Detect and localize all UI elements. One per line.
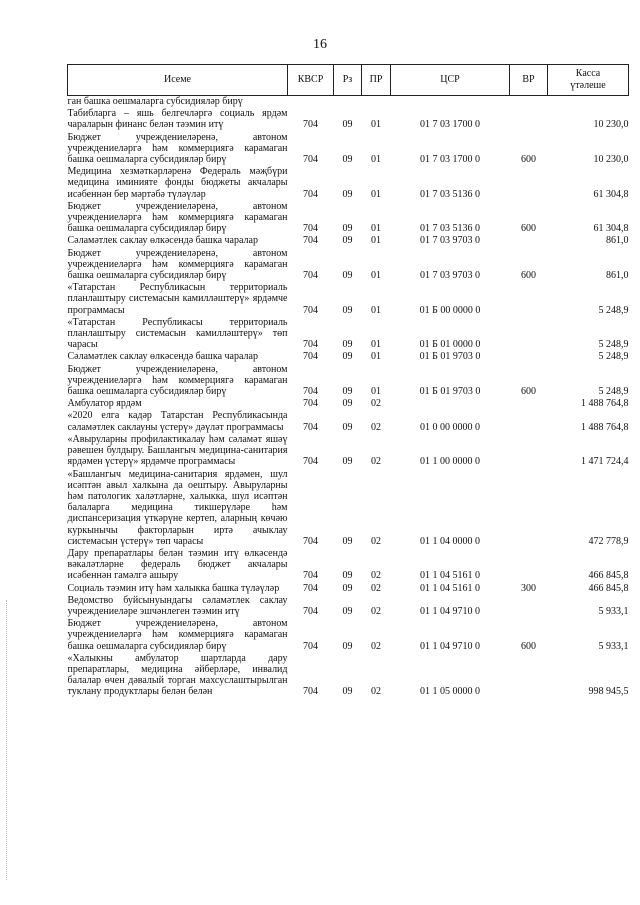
header-sum-line2: үтәлеше xyxy=(570,80,606,91)
row-csr: 01 Б 01 0000 0 xyxy=(419,339,481,351)
row-rz: 09 xyxy=(342,119,353,131)
row-pr: 02 xyxy=(371,582,381,594)
table-row xyxy=(68,96,629,109)
row-sum: 466 845,8 xyxy=(588,582,629,594)
row-name: Сәламәтлек саклау өлкәсендә башка чаралар xyxy=(67,351,258,363)
row-kvsr: 704 xyxy=(303,235,318,247)
header-kvsr: КВСР xyxy=(288,65,334,96)
row-pr: 01 xyxy=(371,154,381,166)
row-vr xyxy=(510,410,548,433)
row-pr: 02 xyxy=(371,398,381,410)
row-csr: 01 1 04 0000 0 xyxy=(420,535,480,547)
table-row xyxy=(68,398,629,410)
row-kvsr: 704 xyxy=(303,188,318,200)
row-sum: 5 248,9 xyxy=(598,304,629,316)
table-row xyxy=(68,469,629,548)
row-pr: 02 xyxy=(371,605,381,617)
budget-table xyxy=(67,64,629,699)
row-name: Бюджет учреждениеләренә, автоном учреждениеләргә һәм коммерциягә карамаган башка оешмаларга субсидияләр бирү xyxy=(67,247,288,282)
table-row xyxy=(68,108,629,131)
row-kvsr: 704 xyxy=(303,582,318,594)
row-kvsr: 704 xyxy=(303,398,318,410)
row-csr: 01 1 04 5161 0 xyxy=(420,582,480,594)
row-pr: 01 xyxy=(371,223,381,235)
row-csr: 01 1 04 9710 0 xyxy=(420,640,480,652)
row-rz: 09 xyxy=(342,235,353,247)
row-vr xyxy=(510,235,548,247)
row-vr xyxy=(510,166,548,201)
row-rz: 09 xyxy=(342,351,353,363)
table-row xyxy=(68,282,629,317)
table-row xyxy=(68,317,629,352)
row-name: «Авыруларны профилактикалау һәм сәламәт яшәү рәвешен булдыру. Башлангыч медицина-санитария ярдәмен үстерү» ярдәмче программасы xyxy=(67,433,288,468)
row-name: Сәламәтлек саклау өлкәсендә башка чаралар xyxy=(67,235,258,247)
row-csr: 01 Б 01 9703 0 xyxy=(419,351,481,363)
row-name: Социаль тәэмин итү һәм халыкка башка түләүләр xyxy=(67,582,280,594)
row-sum: 61 304,8 xyxy=(593,223,629,235)
row-rz: 09 xyxy=(342,223,353,235)
row-rz: 09 xyxy=(342,570,353,582)
row-kvsr: 704 xyxy=(303,154,318,166)
row-csr: 01 1 04 9710 0 xyxy=(420,605,480,617)
row-vr xyxy=(510,317,548,352)
row-sum: 998 945,5 xyxy=(588,686,629,698)
row-rz: 09 xyxy=(342,386,353,398)
row-rz: 09 xyxy=(342,582,353,594)
row-name: «Башлангыч медицина-санитария ярдәмен, шул исәптән авыл халкына да оештыру. Авыруларны һәм патологик халәтләрне, халыкка, шул исәптән балаларга медицина тикшерүләре һәм диспансеризация үткәрүне кертеп, аларның көчәю куркынычы факторларын иртә ачыклау системасын үстерү» төп чарасы xyxy=(67,468,288,547)
row-sum: 5 248,9 xyxy=(598,386,629,398)
row-vr xyxy=(510,548,548,583)
row-kvsr: 704 xyxy=(303,605,318,617)
row-sum: 10 230,0 xyxy=(593,119,629,131)
row-pr: 02 xyxy=(371,421,381,433)
row-csr: 01 Б 01 9703 0 xyxy=(419,386,481,398)
row-sum xyxy=(548,96,629,109)
header-sum-line1: Касса xyxy=(575,68,601,79)
row-csr: 01 1 04 5161 0 xyxy=(420,570,480,582)
row-kvsr: 704 xyxy=(303,640,318,652)
row-kvsr: 704 xyxy=(303,223,318,235)
table-row xyxy=(68,618,629,653)
row-csr: 01 1 00 0000 0 xyxy=(420,456,480,468)
row-pr: 02 xyxy=(371,640,381,652)
row-kvsr: 704 xyxy=(303,351,318,363)
row-csr xyxy=(391,96,510,109)
row-sum: 5 248,9 xyxy=(598,339,629,351)
table-row xyxy=(68,434,629,469)
row-pr: 01 xyxy=(371,270,381,282)
row-rz: 09 xyxy=(342,188,353,200)
row-pr xyxy=(362,96,391,109)
row-csr: 01 7 03 1700 0 xyxy=(420,154,480,166)
table-header-row xyxy=(68,65,629,96)
row-sum: 5 933,1 xyxy=(598,640,629,652)
row-rz: 09 xyxy=(342,304,353,316)
row-sum: 861,0 xyxy=(606,235,629,247)
row-csr: 01 7 03 5136 0 xyxy=(420,223,480,235)
header-sum xyxy=(548,65,629,96)
row-vr: 600 xyxy=(521,270,536,282)
row-vr: 300 xyxy=(521,582,536,594)
row-kvsr: 704 xyxy=(303,686,318,698)
row-name: Дару препаратлары белән тәэмин итү өлкәсендә вәкаләтләрне федераль бюджет акчалары исәбеннән гамәлгә ашыру xyxy=(67,547,288,582)
row-name: Табибларга – яшь белгечләргә социаль ярдәм чараларын финанс белән тәэмин итү xyxy=(67,108,288,131)
row-rz: 09 xyxy=(342,686,353,698)
row-vr xyxy=(510,108,548,131)
row-pr: 01 xyxy=(371,235,381,247)
row-kvsr: 704 xyxy=(303,456,318,468)
row-name: Бюджет учреждениеләренә, автоном учреждениеләргә һәм коммерциягә карамаган башка оешмаларга субсидияләр бирү xyxy=(67,200,288,235)
table-row xyxy=(68,583,629,595)
row-sum: 1 471 724,4 xyxy=(581,456,629,468)
table-row xyxy=(68,595,629,618)
row-name: Бюджет учреждениеләренә, автоном учреждениеләргә һәм коммерциягә карамаган башка оешмаларга субсидияләр бирү xyxy=(67,363,288,398)
row-vr xyxy=(510,398,548,410)
table-row xyxy=(68,653,629,699)
row-name: «Татарстан Республикасын территориаль планлаштыру системасын камилләштерү» ярдәмче программасы xyxy=(67,282,288,316)
row-pr: 01 xyxy=(371,188,381,200)
row-pr: 02 xyxy=(371,686,381,698)
row-kvsr: 704 xyxy=(303,570,318,582)
row-sum: 61 304,8 xyxy=(593,188,629,200)
row-vr: 600 xyxy=(521,386,536,398)
row-sum: 1 488 764,8 xyxy=(581,421,629,433)
row-name: «Халыкны амбулатор шартларда дару препаратлары, медицина әйберләре, инвалид балалар өчен дәвалый торган махсуслаштырылган туклану продуктлары белән белән xyxy=(67,652,288,698)
row-kvsr: 704 xyxy=(303,535,318,547)
table-row xyxy=(68,201,629,236)
row-sum: 5 248,9 xyxy=(598,351,629,363)
row-pr: 01 xyxy=(371,304,381,316)
row-pr: 01 xyxy=(371,119,381,131)
scan-margin-marks xyxy=(6,600,10,880)
row-csr: 01 Б 00 0000 0 xyxy=(419,304,481,316)
row-rz: 09 xyxy=(342,398,353,410)
row-csr: 01 7 03 9703 0 xyxy=(420,235,480,247)
header-csr: ЦСР xyxy=(391,65,510,96)
table-row xyxy=(68,235,629,247)
row-vr: 600 xyxy=(521,154,536,166)
row-kvsr: 704 xyxy=(303,339,318,351)
row-kvsr: 704 xyxy=(303,421,318,433)
row-kvsr: 704 xyxy=(303,386,318,398)
header-rz: Рз xyxy=(334,65,362,96)
row-pr: 01 xyxy=(371,386,381,398)
header-vr: ВР xyxy=(510,65,548,96)
row-sum: 861,0 xyxy=(606,270,629,282)
row-kvsr: 704 xyxy=(303,304,318,316)
page-number: 16 xyxy=(313,37,327,52)
row-name: «Татарстан Республикасы территориаль планлаштыру системасын камилләштерү» төп чарасы xyxy=(67,316,288,351)
row-rz: 09 xyxy=(342,339,353,351)
row-csr: 01 7 03 1700 0 xyxy=(420,119,480,131)
row-sum: 5 933,1 xyxy=(598,605,629,617)
table-row xyxy=(68,248,629,283)
row-vr xyxy=(510,434,548,469)
row-pr: 02 xyxy=(371,535,381,547)
table-row xyxy=(68,132,629,167)
row-vr xyxy=(510,595,548,618)
row-kvsr xyxy=(288,96,334,109)
row-kvsr: 704 xyxy=(303,270,318,282)
row-csr xyxy=(391,398,510,410)
row-vr xyxy=(510,653,548,699)
row-pr: 02 xyxy=(371,570,381,582)
row-pr: 01 xyxy=(371,339,381,351)
row-csr: 01 0 00 0000 0 xyxy=(420,421,480,433)
row-vr xyxy=(510,96,548,109)
row-rz: 09 xyxy=(342,640,353,652)
row-name: Бюджет учреждениеләренә, автоном учреждениеләргә һәм коммерциягә карамаган башка оешмаларга субсидияләр бирү xyxy=(67,618,288,652)
row-sum: 10 230,0 xyxy=(593,154,629,166)
row-csr: 01 7 03 5136 0 xyxy=(420,188,480,200)
row-name: Медицина хезмәткәрләренә Федераль мәҗбүри медицина иминияте фонды бюджеты акчалары исәбеннән бер мәртәбә түләүләр xyxy=(67,166,288,200)
row-pr: 01 xyxy=(371,351,381,363)
row-rz: 09 xyxy=(342,421,353,433)
row-rz: 09 xyxy=(342,270,353,282)
row-name: Бюджет учреждениеләренә, автоном учреждениеләргә һәм коммерциягә карамаган башка оешмаларга субсидияләр бирү xyxy=(67,131,288,166)
row-rz: 09 xyxy=(342,605,353,617)
row-sum: 1 488 764,8 xyxy=(581,398,629,410)
row-rz: 09 xyxy=(342,154,353,166)
row-csr: 01 1 05 0000 0 xyxy=(420,686,480,698)
row-rz xyxy=(334,96,362,109)
row-name: Амбулатор ярдәм xyxy=(67,398,142,410)
row-name: Ведомство буйсынуындагы сәламәтлек саклау учреждениеләре эшчәнлеген тәэмин итү xyxy=(67,594,288,617)
row-kvsr: 704 xyxy=(303,119,318,131)
row-name: ган башка оешмаларга субсидияләр бирү xyxy=(67,96,243,107)
row-name: «2020 елга кадәр Татарстан Республикасында сәламәтлек саклауны үстерү» дәүләт программасы xyxy=(67,410,288,433)
row-vr: 600 xyxy=(521,640,536,652)
row-rz: 09 xyxy=(342,456,353,468)
header-pr: ПР xyxy=(362,65,391,96)
table-row xyxy=(68,351,629,363)
table-row xyxy=(68,410,629,433)
row-rz: 09 xyxy=(342,535,353,547)
table-row xyxy=(68,364,629,399)
header-name: Исеме xyxy=(68,65,288,96)
row-vr xyxy=(510,469,548,548)
row-sum: 472 778,9 xyxy=(588,535,629,547)
row-vr xyxy=(510,351,548,363)
row-csr: 01 7 03 9703 0 xyxy=(420,270,480,282)
row-pr: 02 xyxy=(371,456,381,468)
row-vr xyxy=(510,282,548,317)
table-body xyxy=(68,96,629,699)
row-sum: 466 845,8 xyxy=(588,570,629,582)
table-row xyxy=(68,166,629,201)
table-row xyxy=(68,548,629,583)
row-vr: 600 xyxy=(521,223,536,235)
